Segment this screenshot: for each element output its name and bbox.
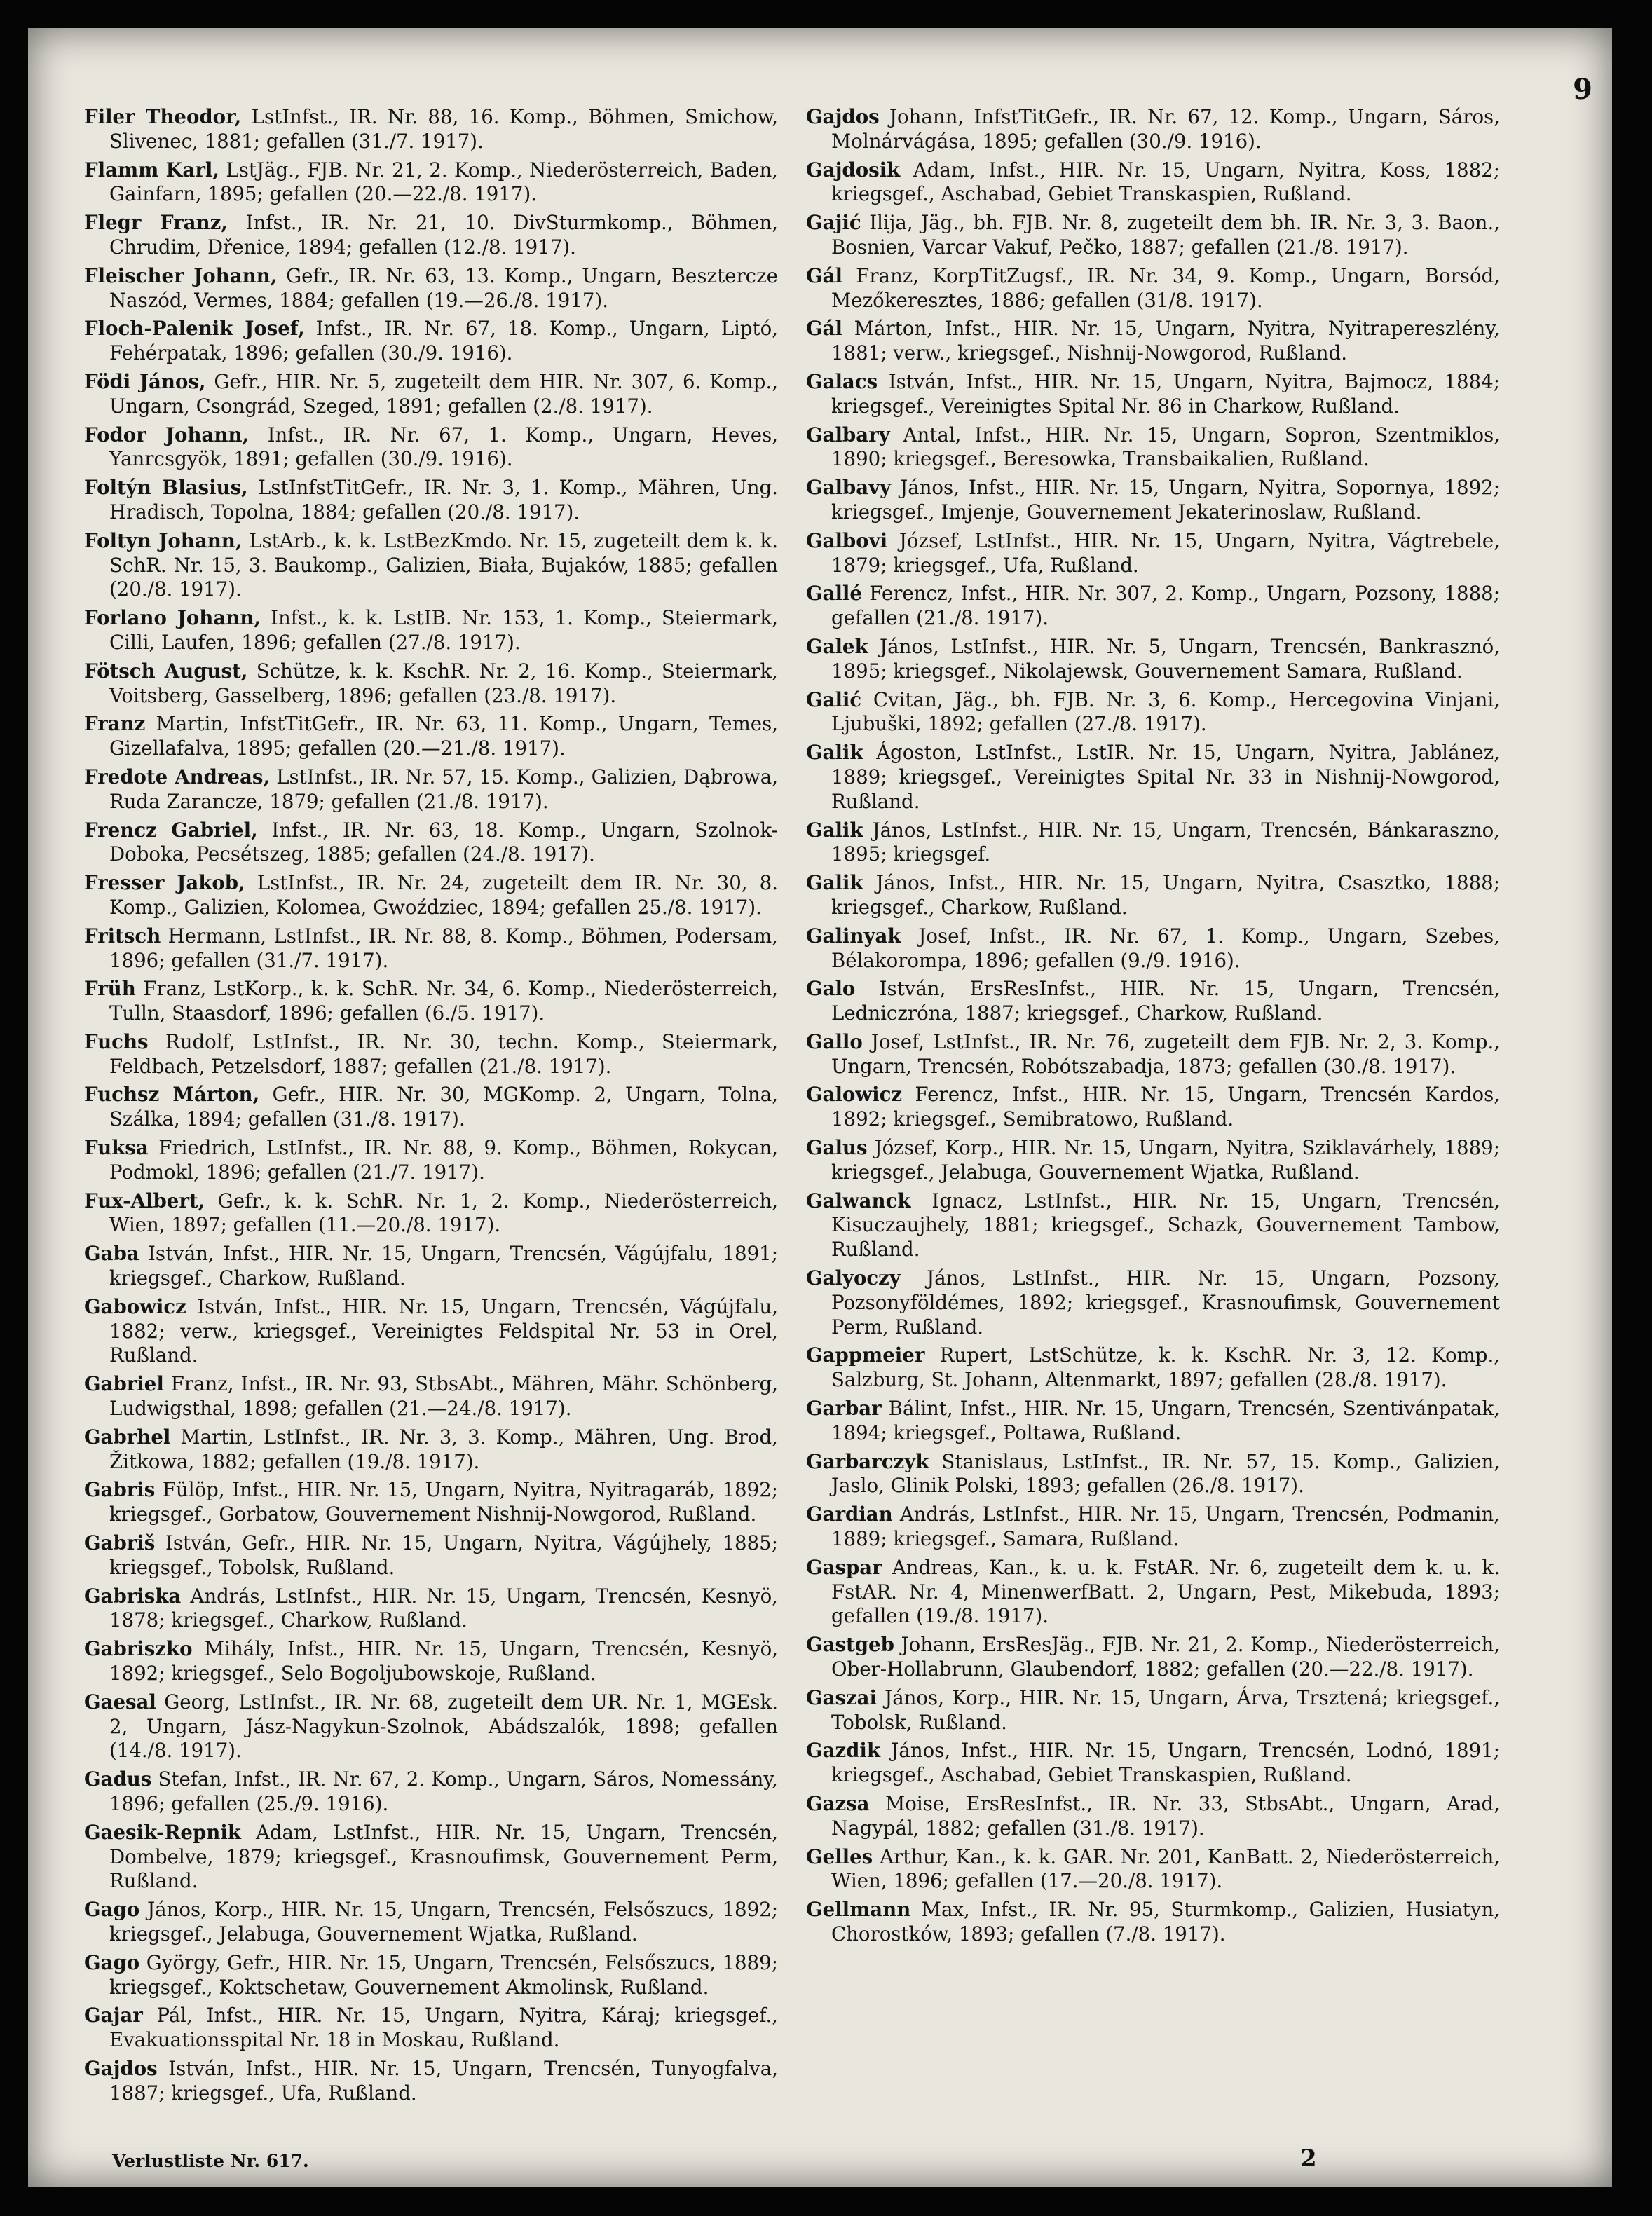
- casualty-details: János, Korp., HIR. Nr. 15, Ungarn, Trencsén, Felsőszucs, 1892; kriegsgef., Jelabuga, Gouvernement Wjatka, Rußland.: [109, 1898, 778, 1945]
- casualty-details: András, LstInfst., HIR. Nr. 15, Ungarn, Trencsén, Podmanin, 1889; kriegsgef., Samara, Rußland.: [831, 1503, 1500, 1551]
- casualty-name: Gajdos: [84, 2056, 158, 2080]
- casualty-name: Gallo: [806, 1030, 863, 1053]
- casualty-entry: [84, 765, 778, 814]
- casualty-details: Fülöp, Infst., HIR. Nr. 15, Ungarn, Nyitra, Nyitragaráb, 1892; kriegsgef., Gorbatow, Gouvernement Nishnij-Nowgorod, Rußland.: [109, 1478, 778, 1526]
- casualty-details: János, Infst., HIR. Nr. 15, Ungarn, Nyitra, Sopornya, 1892; kriegsgef., Imjenje, Gouvernement Jekaterinoslaw, Rußland.: [831, 476, 1500, 524]
- casualty-details: Martin, LstInfst., IR. Nr. 3, 3. Komp., Mähren, Ung. Brod, Žitkowa, 1882; gefallen (19./8. 1917).: [109, 1425, 778, 1473]
- casualty-name: Galić: [806, 688, 862, 711]
- casualty-name: Gazsa: [806, 1792, 870, 1815]
- casualty-entry: [84, 1951, 778, 2000]
- casualty-details: Stanislaus, LstInfst., IR. Nr. 57, 15. Komp., Galizien, Jaslo, Glinik Polski, 1893; gefallen (26./8. 1917).: [831, 1449, 1500, 1498]
- casualty-details: György, Gefr., HIR. Nr. 15, Ungarn, Trencsén, Felsőszucs, 1889; kriegsgef., Koktschetaw, Gouvernement Akmolinsk, Rußland.: [109, 1950, 778, 1999]
- casualty-details: János, Korp., HIR. Nr. 15, Ungarn, Árva, Trsztená; kriegsgef., Tobolsk, Rußland.: [831, 1685, 1500, 1734]
- casualty-entry: [84, 1189, 778, 1238]
- casualty-entry: [84, 1531, 778, 1580]
- casualty-details: Arthur, Kan., k. k. GAR. Nr. 201, KanBatt. 2, Niederösterreich, Wien, 1896; gefallen (17.—20./8. 1917).: [831, 1845, 1500, 1893]
- casualty-name: Gadus: [84, 1767, 152, 1791]
- casualty-details: LstJäg., FJB. Nr. 21, 2. Komp., Niederösterreich, Baden, Gainfarn, 1895; gefallen (20.—22./8. 1917).: [109, 158, 778, 206]
- casualty-details: Infst., IR. Nr. 67, 1. Komp., Ungarn, Heves, Yanrcsgyök, 1891; gefallen (30./9. 1916).: [109, 423, 779, 471]
- casualty-name: Fötsch August,: [84, 659, 248, 683]
- casualty-name: Galo: [806, 977, 856, 1001]
- casualty-entry: [806, 635, 1500, 684]
- casualty-details: Ignacz, LstInfst., HIR. Nr. 15, Ungarn, Trencsén, Kisuczaujhely, 1881; kriegsgef., Schazk, Gouvernement Tambow, Rußland.: [831, 1189, 1500, 1261]
- casualty-details: Georg, LstInfst., IR. Nr. 68, zugeteilt dem UR. Nr. 1, MGEsk. 2, Ungarn, Jász-Nagykun-Szolnok, Abádszalók, 1898; gefallen (14./8. 1917).: [109, 1690, 778, 1763]
- casualty-entry: [84, 211, 778, 260]
- left-column: [84, 105, 778, 2110]
- casualty-details: Moise, ErsResInfst., IR. Nr. 33, StbsAbt., Ungarn, Arad, Nagypál, 1882; gefallen (31./8. 1917).: [831, 1792, 1500, 1840]
- casualty-entry: [806, 871, 1500, 920]
- casualty-name: Filer Theodor,: [84, 105, 242, 128]
- casualty-name: Gajdosik: [806, 158, 901, 182]
- casualty-details: Andreas, Kan., k. u. k. FstAR. Nr. 6, zugeteilt dem k. u. k. FstAR. Nr. 4, MinenwerfBatt. 2, Ungarn, Pest, Mikebuda, 1893; gefallen (19./8. 1917).: [831, 1555, 1500, 1628]
- casualty-name: Galowicz: [806, 1083, 903, 1107]
- casualty-entry: [84, 1030, 778, 1079]
- casualty-entry: [84, 977, 778, 1026]
- casualty-entry: [84, 1425, 778, 1475]
- casualty-name: Gabowicz: [84, 1294, 186, 1318]
- casualty-entry: [806, 1739, 1500, 1788]
- casualty-name: Galacs: [806, 369, 878, 393]
- casualty-details: Gefr., HIR. Nr. 30, MGKomp. 2, Ungarn, Tolna, Szálka, 1894; gefallen (31./8. 1917).: [109, 1083, 778, 1131]
- casualty-name: Gago: [84, 1950, 140, 1974]
- casualty-details: Antal, Infst., HIR. Nr. 15, Ungarn, Sopron, Szentmiklos, 1890; kriegsgef., Beresowka, Transbaikalien, Rußland.: [831, 423, 1500, 471]
- casualty-details: Gefr., k. k. SchR. Nr. 1, 2. Komp., Niederösterreich, Wien, 1897; gefallen (11.—20./8. 1917).: [109, 1189, 778, 1237]
- casualty-name: Fuchs: [84, 1030, 149, 1053]
- casualty-name: Floch-Palenik Josef,: [84, 317, 305, 341]
- casualty-entry: [84, 819, 778, 868]
- casualty-name: Garbar: [806, 1397, 882, 1421]
- casualty-name: Gallé: [806, 582, 862, 606]
- casualty-name: Gelles: [806, 1845, 873, 1868]
- casualty-entry: [84, 317, 778, 366]
- casualty-details: István, Infst., HIR. Nr. 15, Ungarn, Trencsén, Tunyogfalva, 1887; kriegsgef., Ufa, Rußland.: [109, 2056, 778, 2105]
- casualty-entry: [84, 712, 778, 761]
- casualty-entry: [806, 1898, 1500, 1947]
- casualty-name: Galwanck: [806, 1189, 911, 1212]
- casualty-details: Infst., IR. Nr. 21, 10. DivSturmkomp., Böhmen, Chrudim, Dřenice, 1894; gefallen (12./8. 1917).: [109, 211, 778, 259]
- casualty-name: Gaesal: [84, 1690, 156, 1714]
- casualty-entry: [84, 1136, 778, 1185]
- casualty-name: Gaspar: [806, 1555, 882, 1579]
- casualty-entry: [806, 423, 1500, 472]
- casualty-name: Galyoczy: [806, 1266, 901, 1290]
- casualty-entry: [806, 1397, 1500, 1446]
- casualty-name: Gál: [806, 264, 842, 287]
- casualty-details: Stefan, Infst., IR. Nr. 67, 2. Komp., Ungarn, Sáros, Nomessány, 1896; gefallen (25./9. 1916).: [109, 1767, 778, 1815]
- casualty-name: Frencz Gabriel,: [84, 818, 258, 842]
- casualty-name: Gajdos: [806, 105, 880, 128]
- casualty-name: Foltyn Johann,: [84, 528, 243, 552]
- casualty-name: Fux-Albert,: [84, 1189, 205, 1212]
- casualty-name: Galbary: [806, 423, 890, 446]
- casualty-entry: [84, 1821, 778, 1894]
- casualty-name: Früh: [84, 977, 136, 1001]
- casualty-entry: [84, 1083, 778, 1132]
- casualty-name: Garbarczyk: [806, 1449, 929, 1473]
- casualty-details: Josef, Infst., IR. Nr. 67, 1. Komp., Ungarn, Szebes, Bélakorompa, 1896; gefallen (9./9. 1916).: [831, 924, 1500, 972]
- casualty-name: Gabris: [84, 1478, 156, 1502]
- casualty-entry: [84, 1690, 778, 1763]
- casualty-details: István, Infst., HIR. Nr. 15, Ungarn, Nyitra, Bajmocz, 1884; kriegsgef., Vereinigtes Spital Nr. 86 in Charkow, Rußland.: [831, 369, 1500, 418]
- casualty-entry: [84, 1637, 778, 1686]
- casualty-entry: [84, 476, 778, 525]
- casualty-name: Galbavy: [806, 476, 892, 500]
- casualty-entry: [806, 1343, 1500, 1393]
- casualty-details: Infst., IR. Nr. 63, 18. Komp., Ungarn, Szolnok-Doboka, Pecsétszeg, 1885; gefallen (24./8. 1917).: [109, 818, 778, 866]
- casualty-details: Adam, Infst., HIR. Nr. 15, Ungarn, Nyitra, Koss, 1882; kriegsgef., Aschabad, Gebiet Transkaspien, Rußland.: [831, 158, 1500, 206]
- casualty-name: Gastgeb: [806, 1633, 894, 1657]
- casualty-details: LstInfst., IR. Nr. 88, 16. Komp., Böhmen, Smichow, Slivenec, 1881; gefallen (31./7. 1917).: [109, 105, 778, 153]
- casualty-entry: [84, 264, 778, 313]
- casualty-entry: [84, 2004, 778, 2053]
- footer-list-label: Verlustliste Nr. 617.: [112, 2151, 309, 2171]
- page-number: 9: [1573, 73, 1592, 106]
- casualty-details: LstInfst., IR. Nr. 57, 15. Komp., Galizien, Dąbrowa, Ruda Zarancze, 1879; gefallen (21./8. 1917).: [109, 765, 778, 813]
- casualty-details: Adam, LstInfst., HIR. Nr. 15, Ungarn, Trencsén, Dombelve, 1879; kriegsgef., Krasnoufimsk, Gouvernement Perm, Rußland.: [109, 1820, 778, 1893]
- casualty-name: Galik: [806, 818, 863, 842]
- casualty-name: Galus: [806, 1136, 868, 1160]
- casualty-details: István, Infst., HIR. Nr. 15, Ungarn, Trencsén, Vágújfalu, 1882; verw., kriegsgef., Vereinigtes Feldspital Nr. 53 in Orel, Rußland.: [109, 1294, 778, 1367]
- casualty-details: LstArb., k. k. LstBezKmdo. Nr. 15, zugeteilt dem k. k. SchR. Nr. 15, 3. Baukomp., Galizien, Biała, Bujaków, 1885; gefallen (20./8. 1917).: [109, 528, 778, 601]
- casualty-entry: [806, 741, 1500, 814]
- casualty-entry: [806, 1556, 1500, 1629]
- casualty-details: Johann, ErsResJäg., FJB. Nr. 21, 2. Komp., Niederösterreich, Ober-Hollabrunn, Glaubendorf, 1882; gefallen (20.—22./8. 1917).: [831, 1633, 1500, 1681]
- casualty-entry: [806, 158, 1500, 207]
- casualty-name: Gál: [806, 317, 842, 341]
- casualty-details: Infst., k. k. LstIB. Nr. 153, 1. Komp., Steiermark, Cilli, Laufen, 1896; gefallen (27./8. 1917).: [109, 606, 778, 654]
- casualty-name: Gappmeier: [806, 1343, 925, 1367]
- casualty-name: Gabriš: [84, 1531, 156, 1555]
- casualty-name: Fodor Johann,: [84, 423, 250, 446]
- casualty-name: Fleischer Johann,: [84, 264, 278, 287]
- casualty-entry: [84, 105, 778, 154]
- casualty-entry: [806, 1633, 1500, 1682]
- casualty-name: Fritsch: [84, 924, 161, 948]
- casualty-entry: [806, 1083, 1500, 1132]
- casualty-name: Flegr Franz,: [84, 211, 228, 235]
- casualty-entry: [84, 1767, 778, 1817]
- casualty-details: LstInfst., IR. Nr. 24, zugeteilt dem IR. Nr. 30, 8. Komp., Galizien, Kolomea, Gwoździec, 1894; gefallen 25./8. 1917).: [109, 871, 778, 919]
- casualty-entry: [84, 871, 778, 920]
- casualty-details: Friedrich, LstInfst., IR. Nr. 88, 9. Komp., Böhmen, Rokycan, Podmokl, 1896; gefallen (21./7. 1917).: [109, 1136, 778, 1184]
- casualty-entry: [806, 1503, 1500, 1552]
- casualty-name: Galek: [806, 634, 868, 658]
- casualty-name: Fuksa: [84, 1136, 149, 1160]
- casualty-details: Gefr., IR. Nr. 63, 13. Komp., Ungarn, Besztercze Naszód, Vermes, 1884; gefallen (19.—26./8. 1917).: [109, 264, 779, 312]
- page-sheet: [28, 28, 1612, 2187]
- casualty-details: Rudolf, LstInfst., IR. Nr. 30, techn. Komp., Steiermark, Feldbach, Petzelsdorf, 1887; gefallen (21./8. 1917).: [109, 1030, 778, 1078]
- casualty-details: Ferencz, Infst., HIR. Nr. 15, Ungarn, Trencsén Kardos, 1892; kriegsgef., Semibratowo, Rußland.: [831, 1083, 1500, 1131]
- casualty-details: János, LstInfst., HIR. Nr. 15, Ungarn, Pozsony, Pozsonyföldémes, 1892; kriegsgef., Krasnoufimsk, Gouvernement Perm, Rußland.: [831, 1266, 1500, 1339]
- casualty-entry: [806, 529, 1500, 578]
- casualty-entry: [806, 1030, 1500, 1079]
- casualty-entry: [84, 423, 778, 472]
- casualty-entry: [806, 977, 1500, 1026]
- casualty-details: András, LstInfst., HIR. Nr. 15, Ungarn, Trencsén, Kesnyö, 1878; kriegsgef., Charkow, Rußland.: [109, 1584, 778, 1632]
- casualty-entry: [806, 1686, 1500, 1735]
- casualty-details: Josef, LstInfst., IR. Nr. 76, zugeteilt dem FJB. Nr. 2, 3. Komp., Ungarn, Trencsén, Robótszabadja, 1873; gefallen (30./8. 1917).: [831, 1030, 1500, 1078]
- casualty-details: József, Korp., HIR. Nr. 15, Ungarn, Nyitra, Sziklavárhely, 1889; kriegsgef., Jelabuga, Gouvernement Wjatka, Rußland.: [831, 1136, 1500, 1184]
- casualty-name: Fresser Jakob,: [84, 871, 245, 895]
- casualty-entry: [84, 370, 778, 419]
- casualty-details: Martin, InfstTitGefr., IR. Nr. 63, 11. Komp., Ungarn, Temes, Gizellafalva, 1895; gefallen (20.—21./8. 1917).: [109, 712, 778, 760]
- casualty-details: Mihály, Infst., HIR. Nr. 15, Ungarn, Trencsén, Kesnyö, 1892; kriegsgef., Selo Bogoljubowskoje, Rußland.: [109, 1637, 778, 1685]
- casualty-entry: [806, 370, 1500, 419]
- casualty-details: Franz, KorpTitZugsf., IR. Nr. 34, 9. Komp., Ungarn, Borsód, Mezőkeresztes, 1886; gefallen (31/8. 1917).: [831, 264, 1500, 312]
- casualty-entry: [806, 317, 1500, 366]
- casualty-name: Gajar: [84, 2004, 143, 2027]
- casualty-details: János, LstInfst., HIR. Nr. 15, Ungarn, Trencsén, Bánkaraszno, 1895; kriegsgef.: [831, 818, 1500, 866]
- casualty-details: Hermann, LstInfst., IR. Nr. 88, 8. Komp., Böhmen, Podersam, 1896; gefallen (31./7. 1917).: [109, 924, 778, 972]
- casualty-details: József, LstInfst., HIR. Nr. 15, Ungarn, Nyitra, Vágtrebele, 1879; kriegsgef., Ufa, Rußland.: [831, 528, 1500, 577]
- casualty-name: Gabriska: [84, 1584, 182, 1608]
- casualty-details: István, Infst., HIR. Nr. 15, Ungarn, Trencsén, Vágújfalu, 1891; kriegsgef., Charkow, Rußland.: [109, 1242, 778, 1290]
- casualty-name: Gaesik-Repnik: [84, 1820, 241, 1844]
- casualty-entry: [806, 211, 1500, 260]
- casualty-name: Födi János,: [84, 369, 206, 393]
- casualty-name: Gazdik: [806, 1739, 881, 1763]
- casualty-name: Galik: [806, 871, 863, 895]
- casualty-entry: [806, 264, 1500, 313]
- casualty-details: Pál, Infst., HIR. Nr. 15, Ungarn, Nyitra, Káraj; kriegsgef., Evakuationsspital Nr. 18 in Moskau, Rußland.: [109, 2004, 778, 2052]
- casualty-details: Ilija, Jäg., bh. FJB. Nr. 8, zugeteilt dem bh. IR. Nr. 3, 3. Baon., Bosnien, Varcar Vakuf, Pečko, 1887; gefallen (21./8. 1917).: [831, 211, 1500, 259]
- casualty-details: Franz, LstKorp., k. k. SchR. Nr. 34, 6. Komp., Niederösterreich, Tulln, Staasdorf, 1896; gefallen (6./5. 1917).: [109, 977, 778, 1025]
- casualty-details: Ágoston, LstInfst., LstIR. Nr. 15, Ungarn, Nyitra, Jablánez, 1889; kriegsgef., Vereinigtes Spital Nr. 33 in Nishnij-Nowgorod, Rußland.: [831, 741, 1500, 813]
- casualty-name: Galinyak: [806, 924, 901, 948]
- casualty-details: Franz, Infst., IR. Nr. 93, StbsAbt., Mähren, Mähr. Schönberg, Ludwigsthal, 1898; gefallen (21.—24./8. 1917).: [109, 1372, 778, 1421]
- right-column: [806, 105, 1500, 1951]
- casualty-name: Flamm Karl,: [84, 158, 220, 182]
- casualty-name: Gabriel: [84, 1372, 164, 1396]
- casualty-name: Gaba: [84, 1242, 139, 1266]
- casualty-entry: [806, 924, 1500, 973]
- casualty-entry: [84, 606, 778, 655]
- casualty-details: Gefr., HIR. Nr. 5, zugeteilt dem HIR. Nr. 307, 6. Komp., Ungarn, Csongrád, Szeged, 1891; gefallen (2./8. 1917).: [109, 369, 779, 418]
- casualty-entry: [84, 924, 778, 973]
- casualty-name: Forlano Johann,: [84, 606, 261, 630]
- casualty-details: Cvitan, Jäg., bh. FJB. Nr. 3, 6. Komp., Hercegovina Vinjani, Ljubuški, 1892; gefallen (27./8. 1917).: [831, 688, 1500, 736]
- casualty-details: Márton, Infst., HIR. Nr. 15, Ungarn, Nyitra, Nyitrapereszlény, 1881; verw., kriegsgef., Nishnij-Nowgorod, Rußland.: [831, 317, 1500, 365]
- casualty-entry: [84, 158, 778, 207]
- casualty-details: Bálint, Infst., HIR. Nr. 15, Ungarn, Trencsén, Szentivánpatak, 1894; kriegsgef., Poltawa, Rußland.: [831, 1397, 1500, 1444]
- casualty-name: Gajić: [806, 211, 861, 235]
- casualty-entry: [806, 688, 1500, 737]
- casualty-name: Gardian: [806, 1503, 893, 1526]
- casualty-details: Johann, InfstTitGefr., IR. Nr. 67, 12. Komp., Ungarn, Sáros, Molnárvágása, 1895; gefallen (30./9. 1916).: [831, 105, 1500, 153]
- casualty-entry: [84, 2057, 778, 2106]
- casualty-entry: [84, 1898, 778, 1947]
- casualty-entry: [84, 659, 778, 709]
- casualty-details: Schütze, k. k. KschR. Nr. 2, 16. Komp., Steiermark, Voitsberg, Gasselberg, 1896; gefallen (23./8. 1917).: [109, 659, 778, 707]
- casualty-entry: [84, 1585, 778, 1634]
- casualty-entry: [806, 1266, 1500, 1339]
- casualty-entry: [806, 582, 1500, 631]
- casualty-entry: [806, 476, 1500, 525]
- casualty-details: Infst., IR. Nr. 67, 18. Komp., Ungarn, Liptó, Fehérpatak, 1896; gefallen (30./9. 1916).: [109, 317, 778, 365]
- casualty-entry: [806, 1845, 1500, 1894]
- casualty-name: Gabrhel: [84, 1425, 171, 1449]
- casualty-details: Max, Infst., IR. Nr. 95, Sturmkomp., Galizien, Husiatyn, Chorostków, 1893; gefallen (7./8. 1917).: [831, 1898, 1500, 1945]
- casualty-entry: [806, 1450, 1500, 1499]
- casualty-entry: [84, 1242, 778, 1291]
- casualty-name: Fuchsz Márton,: [84, 1083, 260, 1107]
- casualty-entry: [84, 1372, 778, 1421]
- casualty-entry: [806, 105, 1500, 154]
- footer-sheet-mark: 2: [1300, 2145, 1317, 2173]
- casualty-details: István, Gefr., HIR. Nr. 15, Ungarn, Nyitra, Vágújhely, 1885; kriegsgef., Tobolsk, Rußland.: [109, 1531, 778, 1579]
- casualty-name: Fredote Andreas,: [84, 765, 271, 788]
- casualty-details: János, Infst., HIR. Nr. 15, Ungarn, Trencsén, Lodnó, 1891; kriegsgef., Aschabad, Gebiet Transkaspien, Rußland.: [831, 1739, 1500, 1787]
- casualty-details: Rupert, LstSchütze, k. k. KschR. Nr. 3, 12. Komp., Salzburg, St. Johann, Altenmarkt, 1897; gefallen (28./8. 1917).: [831, 1343, 1500, 1392]
- casualty-entry: [84, 529, 778, 602]
- casualty-entry: [806, 819, 1500, 868]
- casualty-entry: [84, 1478, 778, 1527]
- casualty-entry: [806, 1792, 1500, 1841]
- casualty-name: Gago: [84, 1898, 140, 1922]
- casualty-name: Galbovi: [806, 528, 888, 552]
- casualty-name: Galik: [806, 741, 863, 765]
- casualty-entry: [84, 1295, 778, 1368]
- casualty-name: Franz: [84, 712, 146, 736]
- casualty-name: Foltýn Blasius,: [84, 476, 248, 500]
- casualty-details: Ferencz, Infst., HIR. Nr. 307, 2. Komp., Ungarn, Pozsony, 1888; gefallen (21./8. 1917).: [831, 582, 1500, 630]
- casualty-details: János, LstInfst., HIR. Nr. 5, Ungarn, Trencsén, Bankrasznó, 1895; kriegsgef., Nikolajewsk, Gouvernement Samara, Rußland.: [831, 634, 1500, 683]
- casualty-details: János, Infst., HIR. Nr. 15, Ungarn, Nyitra, Csasztko, 1888; kriegsgef., Charkow, Rußland.: [831, 871, 1500, 919]
- casualty-entry: [806, 1136, 1500, 1185]
- casualty-name: Gaszai: [806, 1685, 878, 1709]
- casualty-entry: [806, 1189, 1500, 1262]
- casualty-name: Gabriszko: [84, 1637, 193, 1661]
- casualty-name: Gellmann: [806, 1898, 911, 1922]
- casualty-details: LstInfstTitGefr., IR. Nr. 3, 1. Komp., Mähren, Ung. Hradisch, Topolna, 1884; gefallen (20./8. 1917).: [109, 476, 778, 524]
- casualty-details: István, ErsResInfst., HIR. Nr. 15, Ungarn, Trencsén, Ledniczróna, 1887; kriegsgef., Charkow, Rußland.: [831, 977, 1500, 1025]
